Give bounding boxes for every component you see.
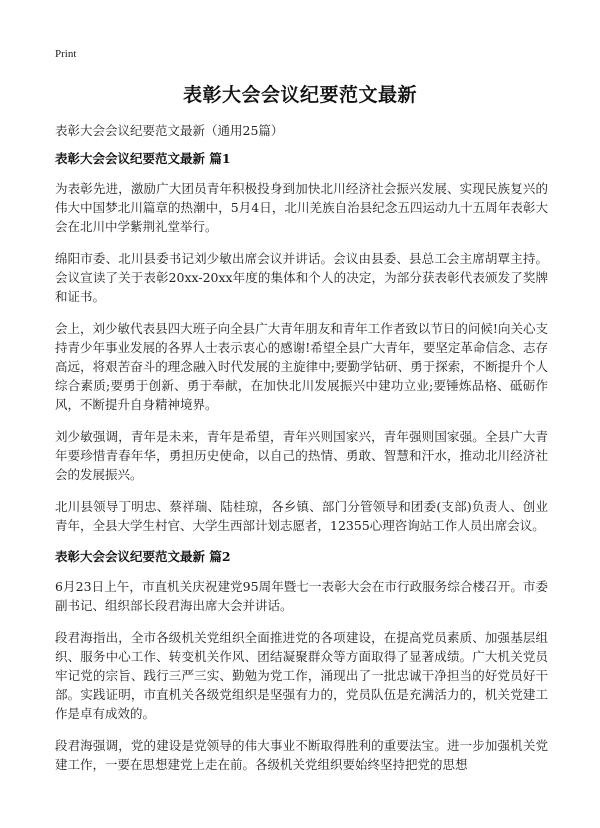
paragraph: 为表彰先进，激励广大团员青年积极投身到加快北川经济社会振兴发展、实现民族复兴的伟大中国梦北川篇章的热潮中，5月4日，北川羌族自治县纪念五四运动九十五周年表彰大会在北川中学紫荆礼堂举行。 [55,181,548,234]
paragraph: 刘少敏强调，青年是未来，青年是希望，青年兴则国家兴，青年强则国家强。全县广大青年要珍惜青春年华，勇担历史使命，以自己的热情、勇敢、智慧和汗水，推动北川经济社会的发展振兴。 [55,429,548,482]
section-heading: 表彰大会会议纪要范文最新 篇2 [55,549,231,564]
paragraph: 段君海强调，党的建设是党领导的伟大事业不断取得胜利的重要法宝。进一步加强机关党建工作，一要在思想建党上走在前。各级机关党组织要始终坚持把党的思想 [55,738,548,772]
paragraph: 段君海指出，全市各级机关党组织全面推进党的各项建设，在提高党员素质、加强基层组织、服务中心工作、转变机关作风、团结凝聚群众等方面取得了显著成绩。广大机关党员牢记党的宗旨、践行三严三实、勤勉为党工作，涌现出了一批忠诚干净担当的好党员好干部。实践证明，市直机关各级党组织是坚强有力的，党员队伍是充满活力的，机关党建工作是卓有成效的。 [55,630,548,721]
paragraph: 北川县领导丁明忠、蔡祥瑞、陆桂琼，各乡镇、部门分管领导和团委(支部)负责人、创业青年，全县大学生村官、大学生西部计划志愿者，12355心理咨询站工作人员出席会议。 [55,499,548,533]
print-link[interactable]: Print [55,48,77,60]
section-heading: 表彰大会会议纪要范文最新 篇1 [55,151,231,166]
paragraph: 会上，刘少敏代表县四大班子向全县广大青年朋友和青年工作者致以节日的问候!向关心支持青少年事业发展的各界人士表示衷心的感谢!希望全县广大青年，要坚定革命信念、志存高远，将艰苦奋斗的理念融入时代发展的主旋律中;要勤学钻研、勇于探索，不断提升个人综合素质;要勇于创新、勇于奉献，在加快北川发展振兴中建功立业;要锤炼品格、砥砺作风，不断提升自身精神境界。 [55,321,548,412]
paragraph: 6月23日上午，市直机关庆祝建党95周年暨七一表彰大会在市行政服务综合楼召开。市委副书记、组织部长段君海出席大会并讲话。 [55,579,548,613]
section-1 [55,150,548,535]
section-2 [55,548,548,774]
document-body [55,150,548,787]
page-title: 表彰大会会议纪要范文最新 [182,84,417,106]
document-subtitle: 表彰大会会议纪要范文最新（通用25篇） [55,123,284,138]
paragraph: 绵阳市委、北川县委书记刘少敏出席会议并讲话。会议由县委、县总工会主席胡覃主持。会议宣读了关于表彰20xx-20xx年度的集体和个人的决定，为部分获表彰代表颁发了奖牌和证书。 [55,251,548,304]
